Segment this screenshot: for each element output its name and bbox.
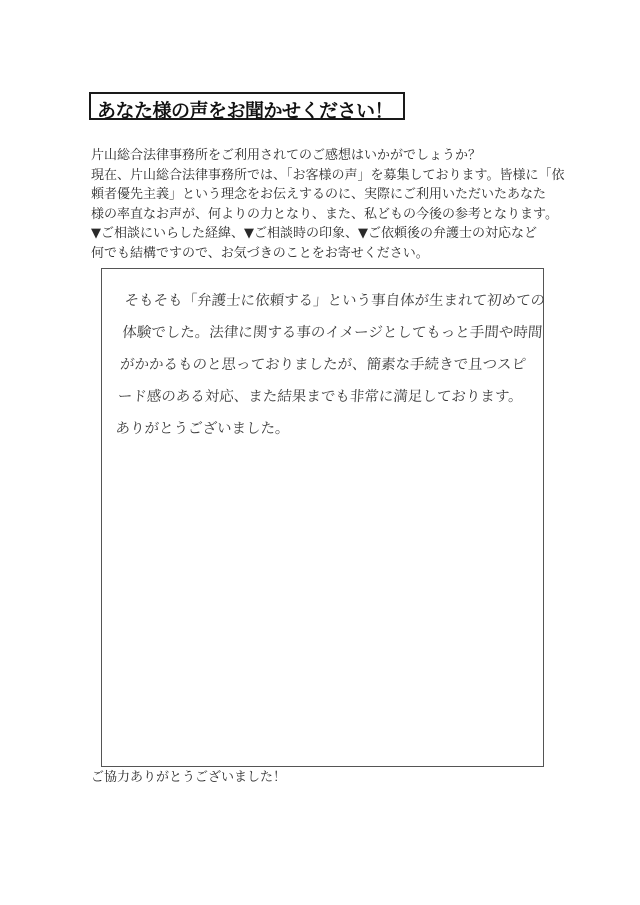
survey-title: あなた様の声をお聞かせください！ [97, 100, 394, 122]
intro-line: 頼者優先主義」という理念をお伝えするのに、実際にご利用いただいたあなた [91, 187, 547, 202]
intro-paragraph [91, 146, 565, 263]
survey-title-box [89, 92, 405, 120]
answer-line: ード感のある対応、また結果までも非常に満足しております。 [117, 389, 524, 405]
intro-line: 現在、片山総合法律事務所では、「お客様の声」を募集しております。皆様に「依 [91, 167, 565, 183]
intro-line: 様の率直なお声が、何よりの力となり、また、私どもの今後の参考となります。 [91, 206, 558, 222]
answer-line: 体験でした。法律に関する事のイメージとしてもっと手間や時間 [121, 325, 543, 341]
intro-line: 片山総合法律事務所をご利用されてのご感想はいかがでしょうか？ [91, 148, 482, 163]
answer-line: そもそも「弁護士に依頼する」という事自体が生まれて初めての [123, 293, 546, 309]
thank-you-footer: ご協力ありがとうございました！ [91, 770, 287, 785]
intro-line: 何でも結構ですので、お気づきのことをお寄せください。 [91, 245, 429, 261]
handwritten-answer [114, 285, 545, 445]
intro-line: ▼ご相談にいらした経緯、▼ご相談時の印象、▼ご依頼後の弁護士の対応など [91, 226, 537, 241]
answer-line: ありがとうございました。 [114, 421, 291, 437]
answer-line: がかかるものと思っておりましたが、簡素な手続きで且つスピ [119, 357, 527, 373]
handwritten-answer-box [101, 268, 544, 767]
